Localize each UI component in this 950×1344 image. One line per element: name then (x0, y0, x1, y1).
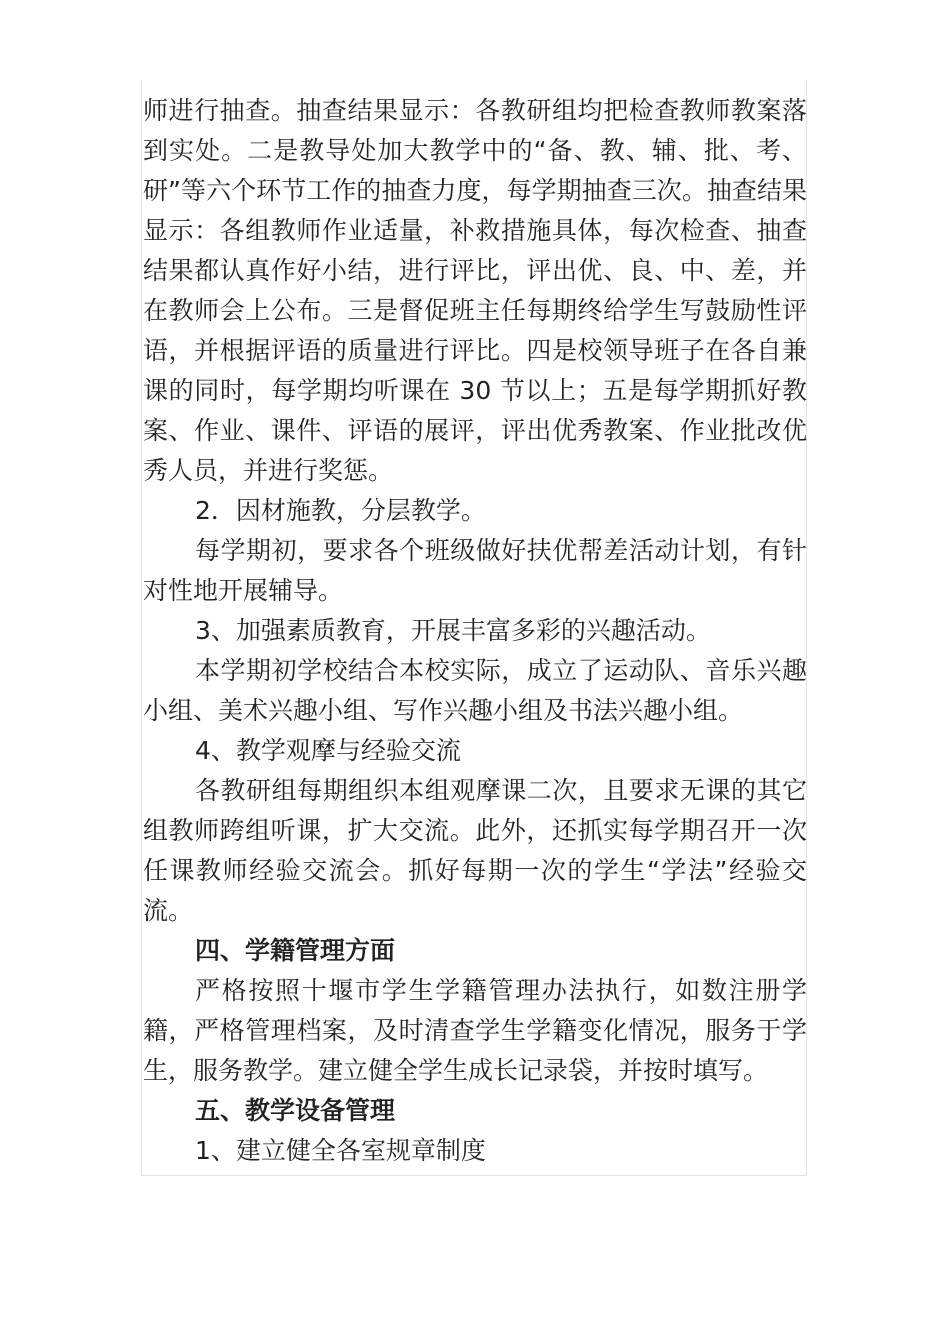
document-body (143, 91, 807, 1171)
paragraph-student-records: 严格按照十堰市学生学籍管理办法执行，如数注册学籍，严格管理档案，及时清查学生学籍变化情况，服务于学生，服务教学。建立健全学生成长记录袋，并按时填写。 (143, 976, 807, 1085)
paragraph-observation-lessons: 各教研组每期组织本组观摩课二次，且要求无课的其它组教师跨组听课，扩大交流。此外，还抓实每学期召开一次任课教师经验交流会。抓好每期一次的学生“学法”经验交流。 (143, 776, 807, 925)
section-heading-4: 四、学籍管理方面 (195, 936, 396, 965)
section-heading-5: 五、教学设备管理 (195, 1096, 396, 1125)
item-heading-3: 3、加强素质教育，开展丰富多彩的兴趣活动。 (195, 616, 711, 645)
paragraph-tutoring-plan: 每学期初，要求各个班级做好扶优帮差活动计划，有针对性地开展辅导。 (143, 536, 807, 605)
item-heading-1-regulations: 1、建立健全各室规章制度 (195, 1136, 486, 1165)
item-heading-2: 2．因材施教，分层教学。 (195, 496, 486, 525)
item-heading-4: 4、教学观摩与经验交流 (195, 736, 461, 765)
paragraph-interest-groups: 本学期初学校结合本校实际，成立了运动队、音乐兴趣小组、美术兴趣小组、写作兴趣小组及书法兴趣小组。 (143, 656, 807, 725)
paragraph-inspection-results: 师进行抽查。抽查结果显示：各教研组均把检查教师教案落到实处。二是教导处加大教学中的“备、教、辅、批、考、研”等六个环节工作的抽查力度，每学期抽查三次。抽查结果显示：各组教师作业适量，补救措施具体，每次检查、抽查结果都认真作好小结，进行评比，评出优、良、中、差，并在教师会上公布。三是督促班主任每期终给学生写鼓励性评语，并根据评语的质量进行评比。四是校领导班子在各自兼课的同时，每学期均听课在 30 节以上；五是每学期抓好教案、作业、课件、评语的展评，评出优秀教案、作业批改优秀人员，并进行奖惩。 (143, 96, 807, 485)
